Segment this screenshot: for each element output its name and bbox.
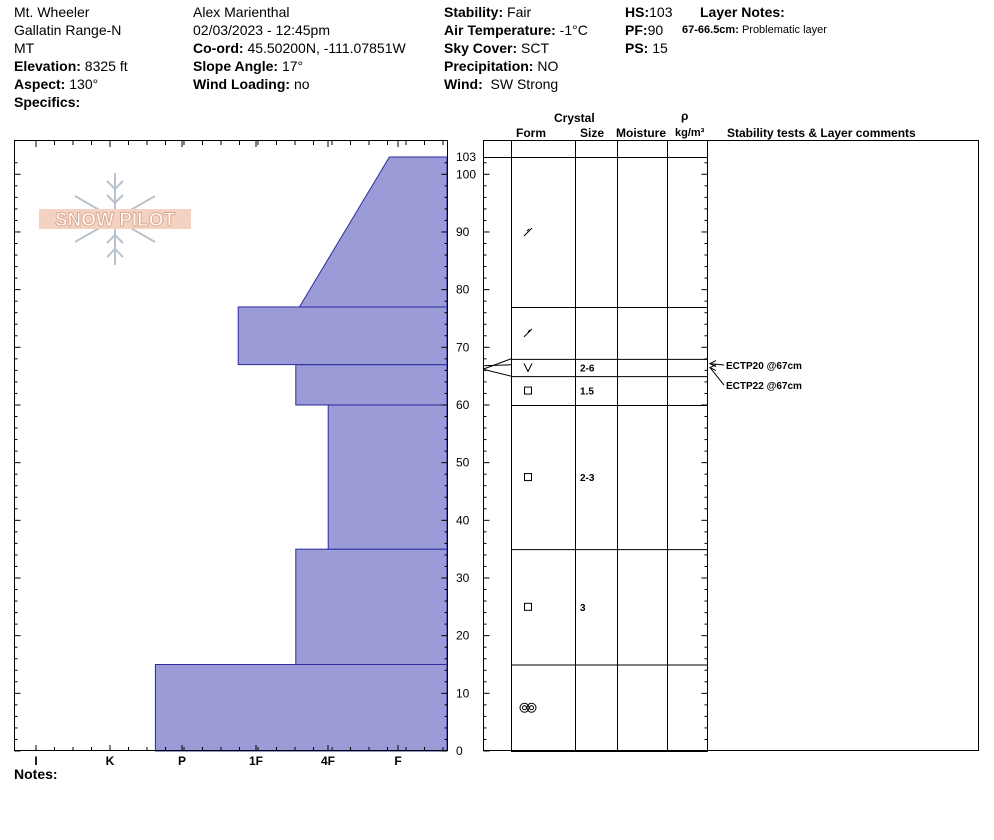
specifics-label: Specifics: [14,94,81,110]
stability-test-label: ECTP20 @67cm [726,361,802,372]
wind-loading-value: no [293,76,310,92]
coord-label: Co-ord: [193,40,244,56]
faceted-icon [525,603,532,610]
y-tick-label: 0 [456,744,463,758]
wind-loading-label: Wind Loading: [193,76,291,92]
y-tick-label: 10 [456,686,470,701]
faceted-icon [525,387,532,394]
snowpilot-logo [39,173,191,265]
rho-header: ρ [681,109,689,123]
slope-label: Slope Angle: [193,58,279,74]
moisture-header: Moisture [616,126,667,140]
hardness-bar [155,664,447,751]
location-name: Mt. Wheeler [14,4,90,20]
sky-cover-value: SCT [521,40,550,56]
observer-name: Alex Marienthal [193,4,290,20]
hardness-bar [296,365,447,405]
x-tick-label: I [34,754,38,768]
y-tick-label: 40 [456,513,470,528]
layer-table-grid [483,140,708,752]
layer-note-range: 67-66.5cm: [682,24,739,36]
y-tick-label: 80 [456,282,470,297]
y-tick-label: 90 [456,224,470,239]
crystal-size: 1.5 [580,386,594,398]
decomposing-fragments-partial-icon [524,329,532,337]
hardness-profile [155,157,447,751]
wind-label: Wind: [444,76,483,92]
layer-connector [483,365,511,366]
size-header: Size [580,126,605,140]
layer-connector [483,359,511,369]
pf-label: PF: [625,22,648,38]
ps-label: PS: [625,40,649,56]
stability-label: Stability: [444,4,504,20]
comments-header: Stability tests & Layer comments [727,126,916,140]
elevation-label: Elevation: [14,58,81,74]
state-name: MT [14,40,35,56]
crystal-size: 3 [580,602,586,614]
crystal-size: 2-6 [580,363,595,375]
y-tick-label: 20 [456,628,470,643]
logo-text: SNOW PILOT [54,210,176,231]
air-temp-label: Air Temperature: [444,22,556,38]
hardness-bar [238,307,447,365]
crystal-size: 2-3 [580,473,595,485]
wind-value: SW Strong [486,76,559,92]
x-tick-label: 4F [320,754,336,768]
layer-table-frame [484,141,979,751]
elevation-value: 8325 ft [84,58,128,74]
x-tick-label: F [394,754,402,768]
stability-test-label: ECTP22 @67cm [726,381,802,392]
depth-hoar-icon [524,363,532,371]
x-tick-label: P [177,754,187,768]
hardness-bar [328,405,447,549]
sky-cover-label: Sky Cover: [444,40,518,56]
decomposing-fragments-icon [524,228,532,236]
hardness-bar [299,157,447,307]
precip-label: Precipitation: [444,58,534,74]
hs-value: 103 [649,4,673,20]
y-tick-label: 50 [456,455,470,470]
density-header: kg/m³ [675,127,705,139]
stability-test-arrow [710,368,724,385]
layer-note-text: Problematic layer [741,24,827,36]
crystal-header: Crystal [554,111,595,125]
y-tick-label: 60 [456,397,470,412]
layer-notes-title: Layer Notes: [700,4,785,20]
stability-value: Fair [507,4,532,20]
notes-label: Notes: [14,766,58,782]
range-name: Gallatin Range-N [14,22,122,38]
melt-forms-icon [520,703,536,712]
x-tick-label: K [105,754,115,768]
ps-value: 15 [652,40,668,56]
hs-label: HS: [625,4,650,20]
precip-value: NO [537,58,559,74]
y-tick-label: 30 [456,570,470,585]
x-tick-label: 1F [248,754,264,768]
y-tick-label: 100 [456,167,477,182]
aspect-label: Aspect: [14,76,66,92]
total-depth-label: 103 [456,149,477,164]
pf-value: 90 [647,22,664,38]
hardness-bar [296,549,447,664]
air-temp-value: -1°C [559,22,588,38]
faceted-icon [525,474,532,481]
observation-datetime: 02/03/2023 - 12:45pm [193,22,330,38]
slope-value: 17° [281,58,304,74]
aspect-value: 130° [69,76,99,92]
form-header: Form [516,126,546,140]
y-tick-label: 70 [456,340,470,355]
layer-connector [483,369,511,376]
stability-tests [710,361,802,392]
coord-value: 45.50200N, -111.07851W [247,40,406,56]
layer-symbols [520,228,595,712]
